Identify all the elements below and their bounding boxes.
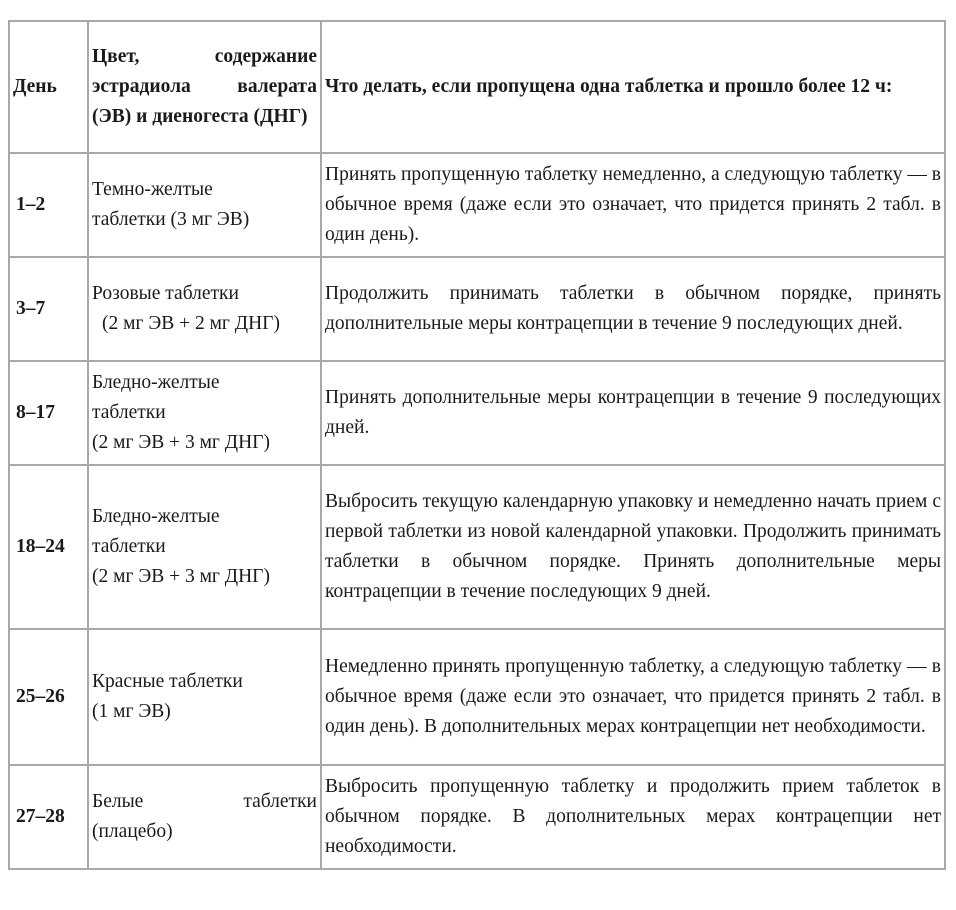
row-action: Продолжить принимать таблетки в обычном порядке, принять дополнительные меры контрацепции в течение 9 последующих дней. [321,257,945,361]
header-day: День [9,21,88,153]
row-color-line: Темно-желтые [92,179,213,200]
table-header-row [9,21,945,153]
row-color-line: (2 мг ЭВ + 3 мг ДНГ) [92,432,270,453]
row-color-line: (1 мг ЭВ) [92,701,171,722]
table-row [9,765,945,869]
row-color-line: (2 мг ЭВ + 3 мг ДНГ) [92,566,270,587]
row-color-line: Белые таблетки [92,791,317,812]
header-color: Цвет, содержание эстрадиола валерата (ЭВ) и диеногеста (ДНГ) [88,21,321,153]
row-action: Принять дополнительные меры контрацепции в течение 9 последующих дней. [321,361,945,465]
row-color [88,465,321,629]
row-color [88,361,321,465]
row-color-line: Красные таблетки [92,671,243,692]
row-day: 18–24 [9,465,88,629]
row-color-line: Розовые таблетки [92,283,239,304]
missed-pill-table [8,20,946,870]
row-color-line: (плацебо) [92,821,173,842]
row-color-line: таблетки (3 мг ЭВ) [92,209,250,230]
row-color [88,765,321,869]
table-row [9,361,945,465]
row-day: 27–28 [9,765,88,869]
row-color-line: (2 мг ЭВ + 2 мг ДНГ) [102,313,280,334]
row-day: 25–26 [9,629,88,765]
row-action: Выбросить текущую календарную упаковку и немедленно начать прием с первой таблетки из новой календарной упаковки. Продолжить принимать таблетки в обычном порядке. Принять дополнительные меры контрацепции в течение последующих 9 дней. [321,465,945,629]
header-action: Что делать, если пропущена одна таблетка и прошло более 12 ч: [321,21,945,153]
document-page [8,20,946,870]
table-row [9,153,945,257]
row-color-line: Бледно-желтые [92,506,220,527]
row-action: Немедленно принять пропущенную таблетку, а следующую таблетку — в обычное время (даже если это означает, что придется принять 2 табл. в один день). В дополнительных мерах контрацепции нет необходимости. [321,629,945,765]
table-row [9,629,945,765]
row-color-line: Бледно-желтые [92,372,220,393]
table-row [9,257,945,361]
table-row [9,465,945,629]
row-color-line: таблетки [92,536,166,557]
row-color [88,153,321,257]
row-day: 1–2 [9,153,88,257]
row-color [88,257,321,361]
row-color-line: таблетки [92,402,166,423]
row-day: 3–7 [9,257,88,361]
row-action: Выбросить пропущенную таблетку и продолжить прием таблеток в обычном порядке. В дополнительных мерах контрацепции нет необходимости. [321,765,945,869]
row-day: 8–17 [9,361,88,465]
row-color [88,629,321,765]
row-action: Принять пропущенную таблетку немедленно, а следующую таблетку — в обычное время (даже если это означает, что придется принять 2 табл. в один день). [321,153,945,257]
